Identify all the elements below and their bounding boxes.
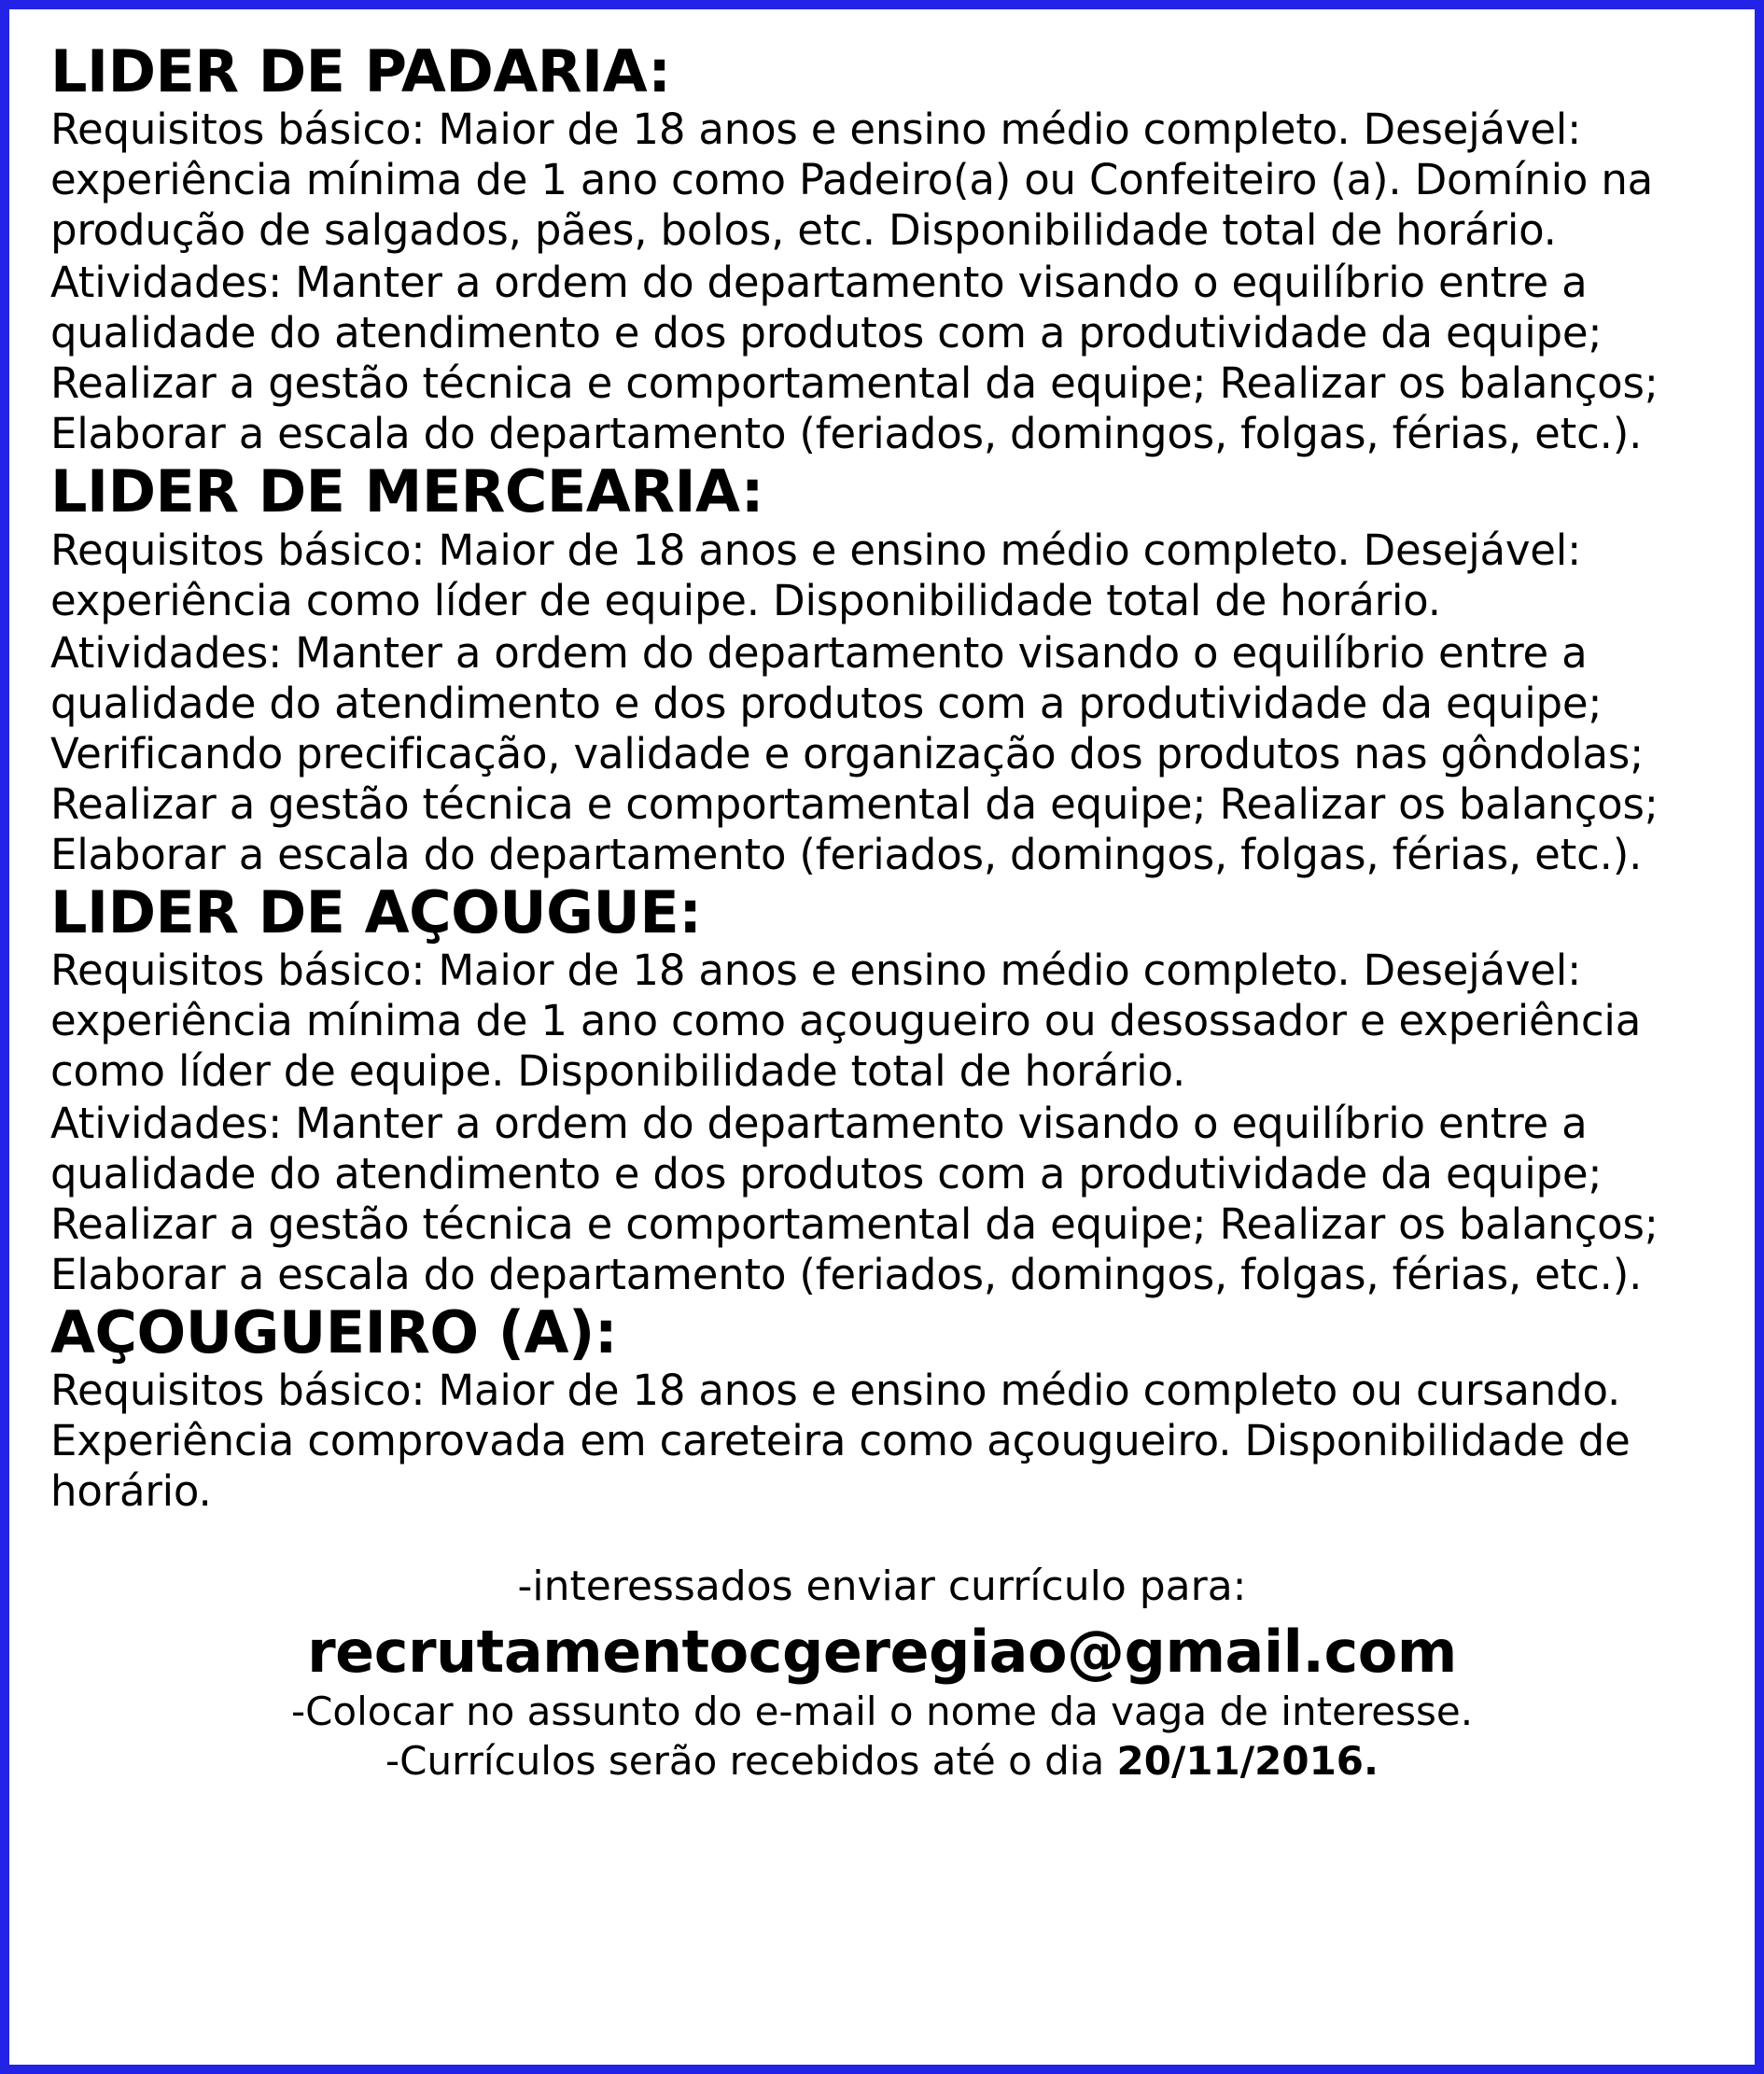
job-title-acougueiro: AÇOUGUEIRO (A): xyxy=(50,1297,618,1366)
send-resume-label: -interessados enviar currículo para: xyxy=(517,1563,1247,1611)
job-requirements-acougue: Requisitos básico: Maior de 18 anos e ensino médio completo. Desejável: experiência mínima de 1 ano como açougueiro ou desossador e experiência como líder de equipe. Disponibilidade total de horário. xyxy=(50,945,1642,1096)
job-activities-padaria: Atividades: Manter a ordem do departamento visando o equilíbrio entre a qualidade do atendimento e dos produtos com a produtividade da equipe; Realizar a gestão técnica e comportamental da equipe; Realizar os balanços; Elaborar a escala do departamento (feriados, domingos, folgas, férias, etc.). xyxy=(50,258,1659,459)
job-listing-acougueiro xyxy=(50,1297,1714,1517)
deadline-note xyxy=(50,1737,1714,1787)
job-title-padaria: LIDER DE PADARIA: xyxy=(50,37,671,105)
job-activities-mercearia: Atividades: Manter a ordem do departamento visando o equilíbrio entre a qualidade do atendimento e dos produtos com a produtividade da equipe; Verificando precificação, validade e organização dos produtos nas gôndolas; Realizar a gestão técnica e comportamental da equipe; Realizar os balanços; Elaborar a escala do departamento (feriados, domingos, folgas, férias, etc.). xyxy=(50,627,1659,879)
job-title-mercearia: LIDER DE MERCEARIA: xyxy=(50,457,763,526)
deadline-date: 20/11/2016. xyxy=(1116,1737,1379,1784)
contact-footer xyxy=(50,1562,1714,1786)
contact-email[interactable]: recrutamentocgeregiao@gmail.com xyxy=(307,1617,1457,1686)
job-title-acougue: LIDER DE AÇOUGUE: xyxy=(50,877,702,946)
email-subject-note: -Colocar no assunto do e-mail o nome da vaga de interesse. xyxy=(290,1689,1474,1735)
job-listing-acougue xyxy=(50,877,1714,1300)
deadline-prefix: -Currículos serão recebidos até o dia xyxy=(385,1737,1117,1784)
job-requirements-mercearia: Requisitos básico: Maior de 18 anos e ensino médio completo. Desejável: experiência como líder de equipe. Disponibilidade total de horário. xyxy=(50,525,1582,625)
job-requirements-padaria: Requisitos básico: Maior de 18 anos e ensino médio completo. Desejável: experiência mínima de 1 ano como Padeiro(a) ou Confeiteiro (a). Domínio na produção de salgados, pães, bolos, etc. Disponibilidade total de horário. xyxy=(50,105,1654,256)
job-requirements-acougueiro: Requisitos básico: Maior de 18 anos e ensino médio completo ou cursando. Experiência comprovada em careteira como açougueiro. Disponibilidade de horário. xyxy=(50,1366,1631,1517)
job-activities-acougue: Atividades: Manter a ordem do departamento visando o equilíbrio entre a qualidade do atendimento e dos produtos com a produtividade da equipe; Realizar a gestão técnica e comportamental da equipe; Realizar os balanços; Elaborar a escala do departamento (feriados, domingos, folgas, férias, etc.). xyxy=(50,1098,1659,1299)
job-listing-padaria xyxy=(50,37,1714,459)
job-listing-mercearia xyxy=(50,457,1714,879)
